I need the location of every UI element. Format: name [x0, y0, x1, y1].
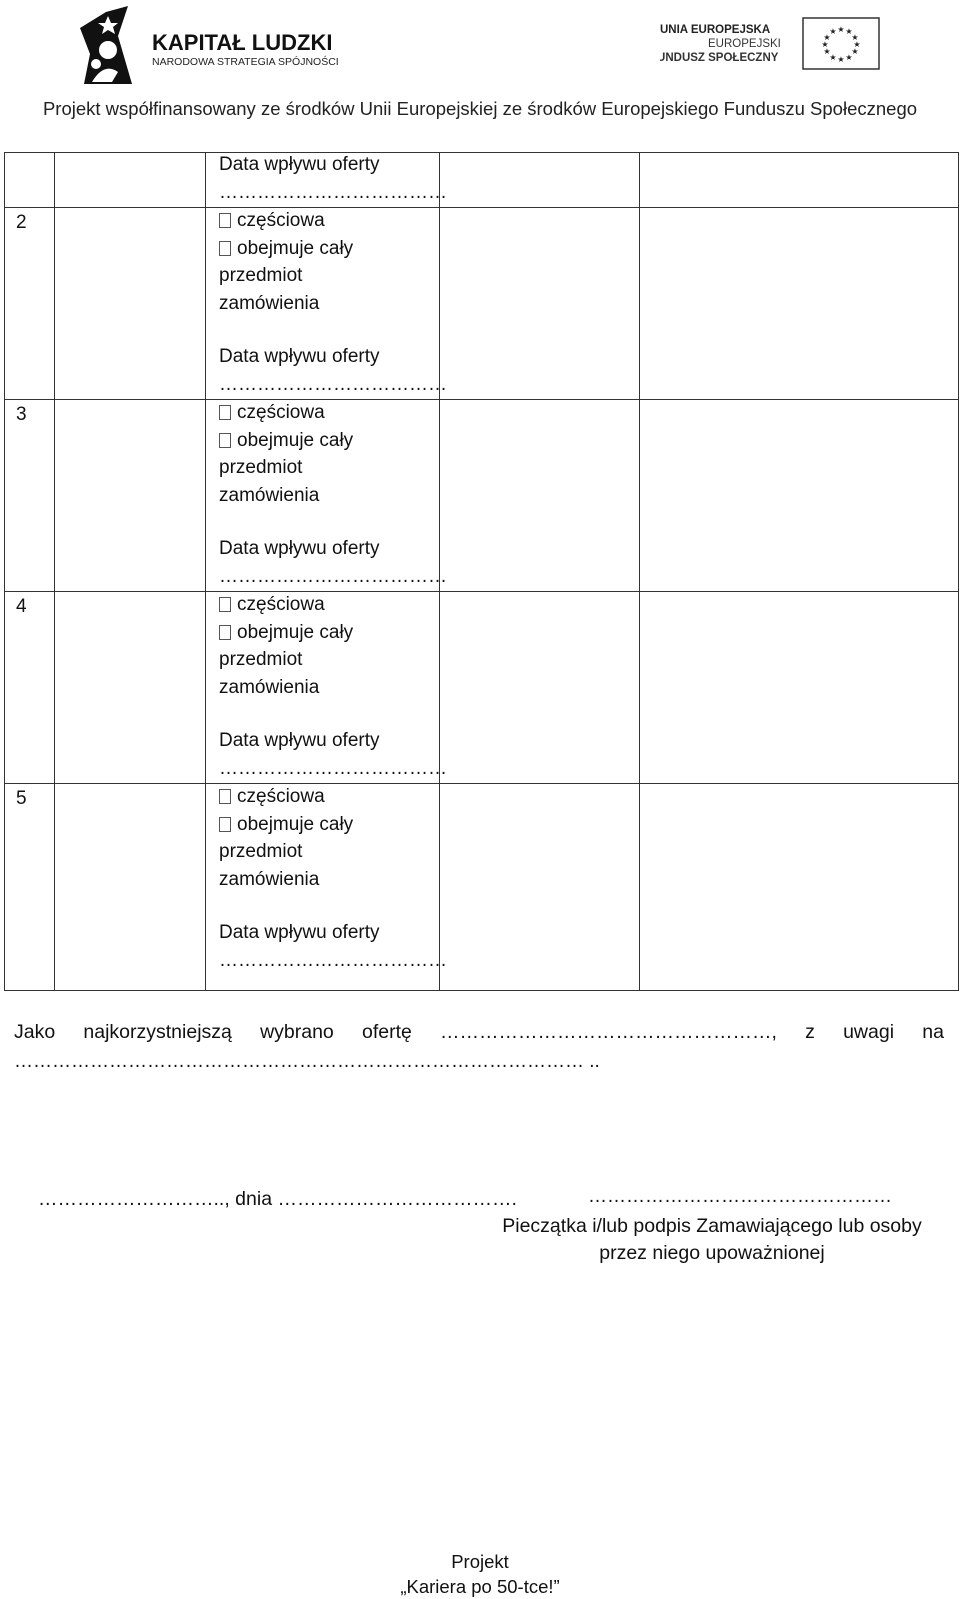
- sentence-word: wybrano: [260, 1021, 334, 1043]
- date-dots: ………………………………: [219, 565, 447, 587]
- partial-label: częściowa: [237, 594, 325, 615]
- date-label: Data wpływu oferty: [219, 730, 380, 751]
- sentence-word: uwagi: [843, 1021, 895, 1043]
- project-footer: [0, 1549, 960, 1599]
- whole-label-cont: przedmiot: [219, 841, 303, 862]
- table-row-continued: [219, 151, 447, 206]
- table-bottom-border: [4, 990, 959, 991]
- whole-label-cont: przedmiot: [219, 649, 303, 670]
- row-divider: [4, 783, 959, 784]
- date-dots: ………………………………: [219, 181, 447, 203]
- date-dots: ………………………………: [219, 949, 447, 971]
- reason-dots-field[interactable]: ……………………………………………………………………………… ..: [14, 1051, 600, 1072]
- whole-label-cont: zamówienia: [219, 484, 320, 506]
- svg-text:★: ★: [845, 27, 853, 36]
- row-number: 4: [16, 596, 27, 617]
- date-label: Data wpływu oferty: [219, 538, 380, 559]
- partial-checkbox[interactable]: [219, 597, 231, 612]
- column-divider: [4, 152, 5, 991]
- whole-checkbox[interactable]: [219, 433, 231, 448]
- row-number: 2: [16, 212, 27, 233]
- svg-text:★: ★: [823, 47, 831, 56]
- whole-label-cont: zamówienia: [219, 868, 320, 890]
- whole-checkbox[interactable]: [219, 817, 231, 832]
- table-row: [219, 399, 447, 590]
- partial-checkbox[interactable]: [219, 213, 231, 228]
- kapital-logo-title: KAPITAŁ LUDZKI: [152, 30, 333, 55]
- row-number: 3: [16, 404, 27, 425]
- sentence-word: Jako: [14, 1021, 56, 1043]
- partial-label: częściowa: [237, 210, 325, 231]
- row-divider: [4, 207, 959, 208]
- whole-label: obejmuje cały: [237, 621, 354, 643]
- table-row: [219, 783, 447, 974]
- offer-dots-field[interactable]: ……………………………………………,: [440, 1021, 777, 1043]
- sentence-word: z: [805, 1021, 815, 1043]
- svg-text:★: ★: [829, 27, 837, 36]
- selected-offer-sentence: [14, 1021, 944, 1044]
- whole-label: obejmuje cały: [237, 429, 354, 451]
- table-row: [219, 207, 447, 398]
- date-dots: ………………………………: [219, 757, 447, 779]
- place-date-line[interactable]: ……………………….., dnia ……………………………….: [38, 1188, 517, 1210]
- svg-text:★: ★: [823, 33, 831, 42]
- offers-table: [4, 152, 959, 991]
- eu-logo-line3: FUNDUSZ SPOŁECZNY: [660, 52, 779, 64]
- column-divider: [54, 152, 55, 991]
- svg-text:★: ★: [851, 47, 859, 56]
- svg-text:★: ★: [837, 55, 845, 64]
- signature-caption-line: przez niego upoważnionej: [599, 1242, 825, 1264]
- signature-dots[interactable]: …………………………………………: [588, 1186, 892, 1207]
- column-divider: [639, 152, 640, 991]
- kapital-ludzki-emblem-icon: [78, 2, 338, 86]
- kapital-logo-subtitle: NARODOWA STRATEGIA SPÓJNOŚCI: [152, 56, 338, 68]
- partial-label: częściowa: [237, 786, 325, 807]
- row-divider: [4, 399, 959, 400]
- table-top-border: [4, 152, 959, 153]
- signature-caption-line: Pieczątka i/lub podpis Zamawiającego lub osoby: [502, 1215, 922, 1237]
- row-number: 5: [16, 788, 27, 809]
- date-dots: ………………………………: [219, 373, 447, 395]
- whole-label-cont: zamówienia: [219, 676, 320, 698]
- svg-text:★: ★: [821, 40, 829, 49]
- row-divider: [4, 591, 959, 592]
- whole-label-cont: przedmiot: [219, 265, 303, 286]
- whole-label: obejmuje cały: [237, 237, 354, 259]
- svg-text:★: ★: [851, 33, 859, 42]
- svg-text:★: ★: [829, 53, 837, 62]
- whole-checkbox[interactable]: [219, 241, 231, 256]
- whole-label-cont: przedmiot: [219, 457, 303, 478]
- date-label: Data wpływu oferty: [219, 346, 380, 367]
- partial-checkbox[interactable]: [219, 405, 231, 420]
- sentence-word: na: [922, 1021, 944, 1043]
- signature-caption: [478, 1213, 946, 1267]
- svg-text:★: ★: [845, 53, 853, 62]
- footer-line: Projekt: [451, 1551, 509, 1572]
- footer-project-name: „Kariera po 50-tce!”: [400, 1576, 560, 1597]
- date-label: Data wpływu oferty: [219, 922, 380, 943]
- partial-checkbox[interactable]: [219, 789, 231, 804]
- eu-logo-line2: EUROPEJSKI: [708, 38, 781, 50]
- svg-text:★: ★: [837, 25, 845, 34]
- whole-label-cont: zamówienia: [219, 292, 320, 314]
- whole-checkbox[interactable]: [219, 625, 231, 640]
- sentence-word: ofertę: [361, 1021, 412, 1043]
- eu-fund-logo: [660, 16, 882, 72]
- svg-text:★: ★: [853, 40, 861, 49]
- table-row: [219, 591, 447, 782]
- eu-logo-line1: UNIA EUROPEJSKA: [660, 24, 771, 36]
- kapital-ludzki-logo: [78, 2, 338, 86]
- date-label: Data wpływu oferty: [219, 154, 380, 175]
- column-divider: [958, 152, 959, 991]
- sentence-word: najkorzystniejszą: [83, 1021, 232, 1043]
- partial-label: częściowa: [237, 402, 325, 423]
- cofunding-statement: Projekt współfinansowany ze środków Unii Europejskiej ze środków Europejskiego Funduszu Społecznego: [42, 98, 918, 119]
- whole-label: obejmuje cały: [237, 813, 354, 835]
- column-divider: [205, 152, 206, 991]
